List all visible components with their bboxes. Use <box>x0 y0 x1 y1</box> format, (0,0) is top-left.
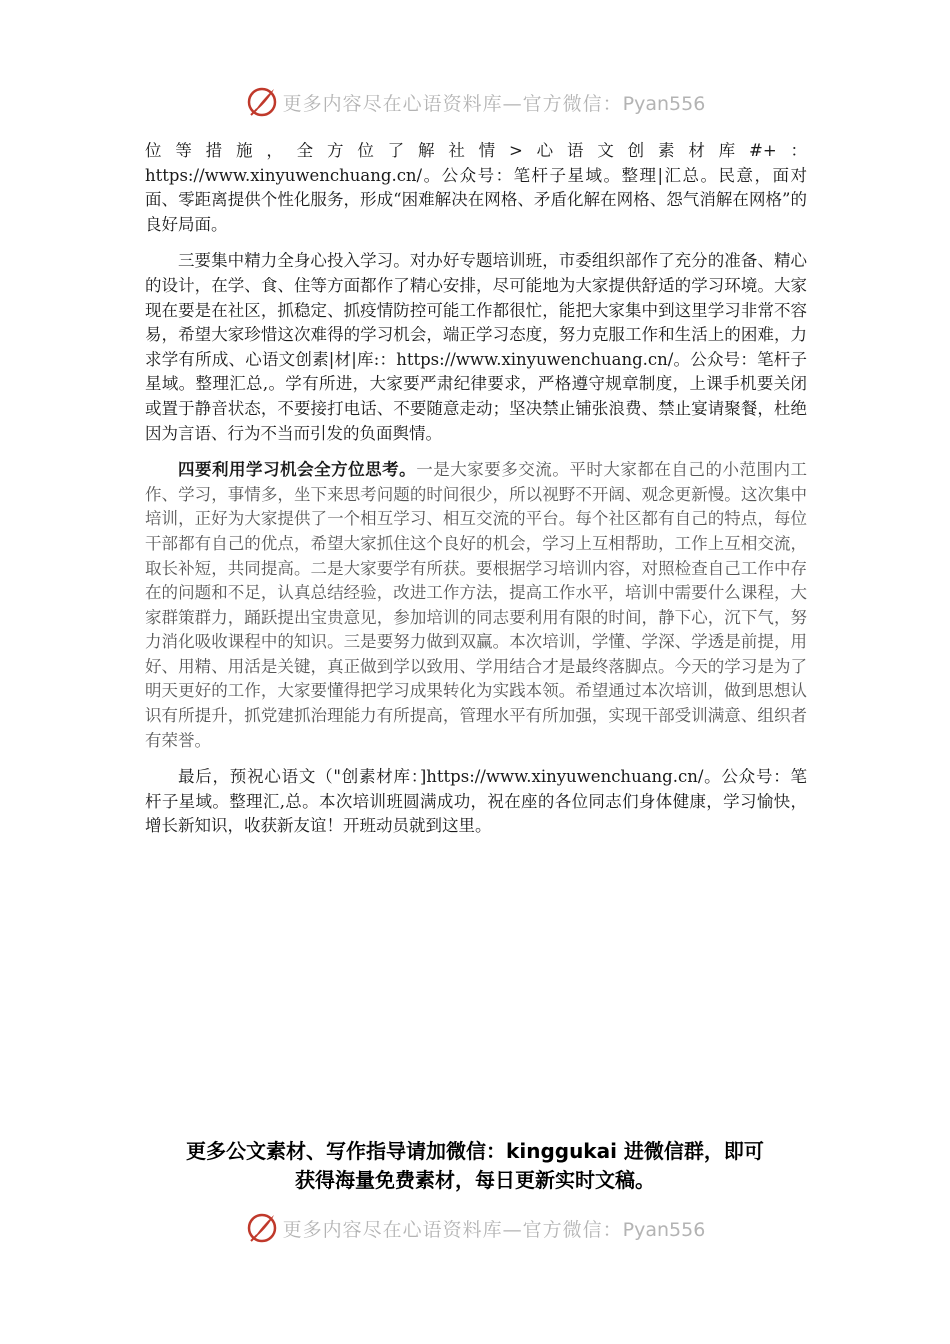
footer-banner-account: Pyan556 <box>622 1218 706 1241</box>
footer-banner <box>0 1208 950 1248</box>
footer-note-line-1: 更多公文素材、写作指导请加微信：kinggukai 进微信群，即可 <box>186 1139 764 1163</box>
footer-note <box>100 1137 850 1195</box>
header-banner-account: Pyan556 <box>622 92 706 115</box>
header-banner-label: 更多内容尽在心语资料库—官方微信： <box>282 92 623 115</box>
paragraph-three: 三要集中精力全身心投入学习。对办好专题培训班，市委组织部作了充分的准备、精心的设计，在学、食、住等方面都作了精心安排，尽可能地为大家提供舒适的学习环境。大家现在要是在社区，抓稳定、抓疫情防控可能工作都很忙，能把大家集中到这里学习非常不容易，希望大家珍惜这次难得的学习机会，端正学习态度，努力克服工作和生活上的困难，力求学有所成、心语文创素|材|库:：https://www.xinyuwenchuang.cn/。公众号：笔杆子星域。整理汇总,。学有所进，大家要严肃纪律要求，严格遵守规章制度，上课手机要关闭或置于静音状态，不要接打电话、不要随意走动；坚决禁止铺张浪费、禁止宴请聚餐，杜绝因为言语、行为不当而引发的负面舆情。 <box>145 251 807 443</box>
paragraph-four-body: 一是大家要多交流。平时大家都在自己的小范围内工作、学习，事情多，坐下来思考问题的时间很少，所以视野不开阔、观念更新慢。这次集中培训，正好为大家提供了一个相互学习、相互交流的平台。每个社区都有自己的特点，每位干部都有自己的优点，希望大家抓住这个良好的机会，学习上互相帮助，工作上互相交流，取长补短，共同提高。二是大家要学有所获。要根据学习培训内容，对照检查自己工作中存在的问题和不足，认真总结经验，改进工作方法，提高工作水平，培训中需要什么课程，大家群策群力，踊跃提出宝贵意见，参加培训的同志要利用有限的时间，静下心，沉下气，努力消化吸收课程中的知识。三是要努力做到双赢。本次培训，学懂、学深、学透是前提，用好、用精、用活是关键，真正做到学以致用、学用结合才是最终落脚点。今天的学习是为了明天更好的工作，大家要懂得把学习成果转化为实践本领。希望通过本次培训，做到思想认识有所提升，抓党建抓治理能力有所提高，管理水平有所加强，实现干部受训满意、组织者有荣誉。 <box>145 460 808 750</box>
quill-logo-icon <box>245 85 279 119</box>
paragraph-continuation: 位等措施，全方位了解社情>心语文创素材库#+：https://www.xinyuwenchuang.cn/。公众号：笔杆子星域。整理|汇总。民意，面对面、零距离提供个性化服务，形成“困难解决在网格、矛盾化解在网格、怨气消解在网格”的良好局面。 <box>145 141 807 234</box>
footer-banner-text <box>283 1215 706 1242</box>
footer-banner-label: 更多内容尽在心语资料库—官方微信： <box>282 1218 623 1241</box>
paragraph-closing: 最后，预祝心语文（"创素材库：]https://www.xinyuwenchuang.cn/。公众号：笔杆子星域。整理汇,总。本次培训班圆满成功，祝在座的各位同志们身体健康，学习愉快，增长新知识，收获新友谊！开班动员就到这里。 <box>145 767 807 836</box>
header-banner-text <box>283 89 706 116</box>
quill-logo-icon <box>245 1211 279 1245</box>
paragraph-four <box>145 458 807 753</box>
footer-note-line-2: 获得海量免费素材，每日更新实时文稿。 <box>295 1168 655 1192</box>
paragraph-four-heading: 四要利用学习机会全方位思考。 <box>178 460 417 480</box>
header-banner <box>0 82 950 122</box>
document-body <box>145 139 807 839</box>
